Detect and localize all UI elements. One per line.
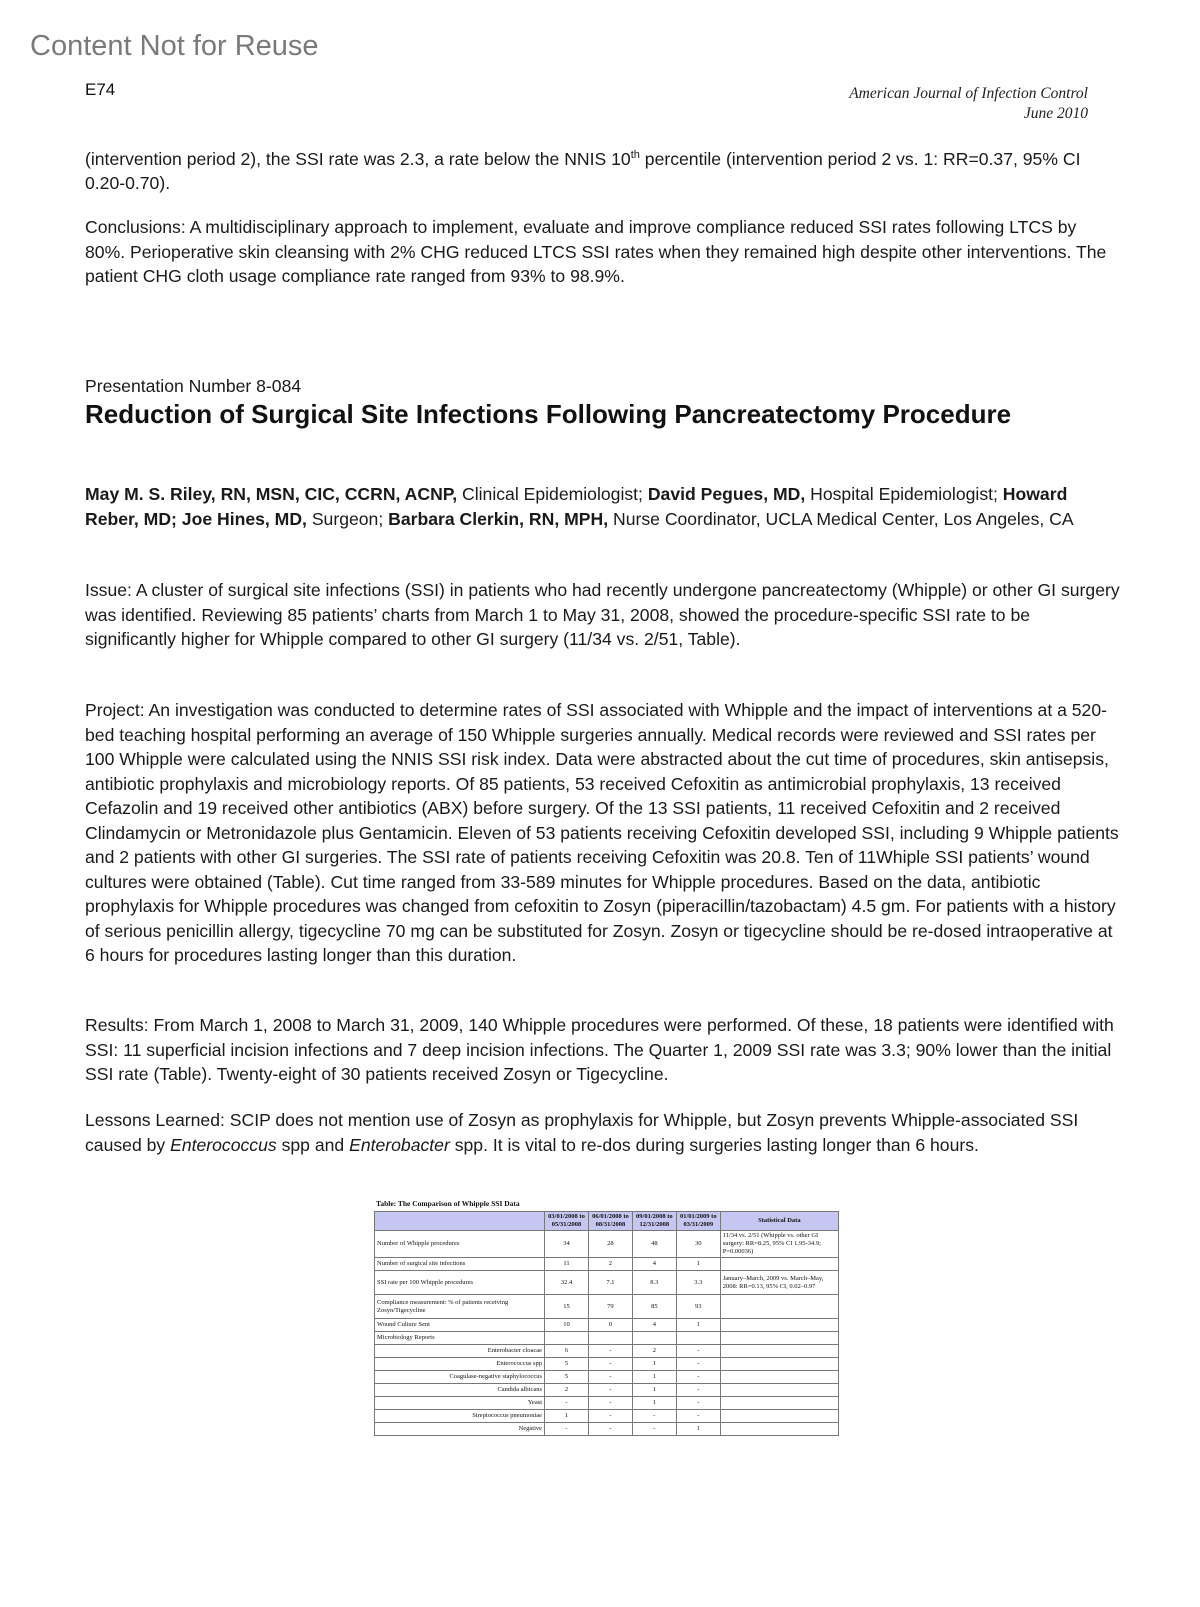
table-cell: -	[676, 1345, 720, 1358]
table-cell-empty	[720, 1384, 838, 1397]
conclusions-text: Conclusions: A multidisciplinary approach to implement, evaluate and improve compliance reduced SSI rates following LTCS by 80%. Perioperative skin cleansing with 2% CHG reduced LTCS SSI rates when they remained high despite other interventions. The patient CHG cloth usage compliance rate ranged from 93% to 98.9%.	[85, 217, 1107, 286]
table-cell: -	[588, 1423, 632, 1436]
table-cell: 1	[632, 1384, 676, 1397]
table-cell: 32.4	[545, 1271, 589, 1295]
author-name: David Pegues, MD,	[647, 484, 806, 504]
row-label: Microbiology Reports	[375, 1332, 545, 1345]
table-cell: 0	[588, 1319, 632, 1332]
lessons-paragraph	[85, 1108, 1120, 1157]
table-cell: 1	[676, 1258, 720, 1271]
table-cell: 93	[676, 1295, 720, 1319]
lessons-text-a: Lessons Learned: SCIP does not mention use of Zosyn as prophylaxis for Whipple, but Zosyn prevents Whipple-associated SSI caused by	[85, 1110, 1079, 1155]
statistical-note-1: 11/34 vs. 2/51 (Whipple vs. other GI surgery: RR=8.25, 95% CI 1.95-34.9; P=0.00036)	[720, 1231, 838, 1258]
table-cell: 2	[588, 1258, 632, 1271]
lessons-organism-2: Enterobacter	[349, 1134, 450, 1155]
table-row	[375, 1319, 839, 1332]
continued-text-b: percentile (intervention period 2 vs. 1: RR=0.37, 95% CI 0.20-0.70).	[85, 148, 1081, 194]
table-cell: -	[676, 1384, 720, 1397]
ssi-table-figure	[374, 1199, 839, 1436]
row-label: Number of surgical site infections	[375, 1258, 545, 1271]
table-row	[375, 1423, 839, 1436]
table-cell	[632, 1332, 676, 1345]
table-cell-empty	[720, 1410, 838, 1423]
journal-name: American Journal of Infection Control	[849, 85, 1088, 102]
table-cell: -	[588, 1410, 632, 1423]
table-cell: 28	[588, 1231, 632, 1258]
table-cell-empty	[720, 1397, 838, 1410]
table-cell: -	[545, 1423, 589, 1436]
row-label: Compliance measurement: % of patients receiving Zosyn/Tigecycline	[375, 1295, 545, 1319]
issue-paragraph	[85, 578, 1120, 652]
table-cell: -	[588, 1384, 632, 1397]
table-row	[375, 1410, 839, 1423]
table-caption: Table: The Comparison of Whipple SSI Data	[376, 1199, 520, 1208]
row-label: Enterococcus spp	[375, 1358, 545, 1371]
table-cell-empty	[720, 1345, 838, 1358]
table-cell: -	[588, 1345, 632, 1358]
table-cell: 2	[545, 1384, 589, 1397]
author-role: Nurse Coordinator, UCLA Medical Center, Los Angeles, CA	[608, 508, 1074, 529]
ssi-comparison-table	[374, 1211, 839, 1436]
table-header-blank	[375, 1212, 545, 1231]
row-label: Wound Culture Sent	[375, 1319, 545, 1332]
author-name: May M. S. Riley, RN, MSN, CIC, CCRN, ACNP,	[85, 484, 458, 504]
table-cell: -	[588, 1371, 632, 1384]
table-cell: 1	[632, 1358, 676, 1371]
table-header-cell: 06/01/2008 to 08/31/2008	[588, 1212, 632, 1231]
table-cell: 85	[632, 1295, 676, 1319]
table-cell-empty	[720, 1423, 838, 1436]
table-header-cell: 09/01/2008 to 12/31/2008	[632, 1212, 676, 1231]
table-cell: 1	[676, 1423, 720, 1436]
table-row	[375, 1332, 839, 1345]
author-name: Barbara Clerkin, RN, MPH,	[388, 508, 609, 529]
table-cell: 1	[676, 1319, 720, 1332]
table-row	[375, 1271, 839, 1295]
author-role: Clinical Epidemiologist;	[457, 484, 648, 504]
table-cell: 34	[545, 1231, 589, 1258]
table-cell: 4	[632, 1319, 676, 1332]
presentation-number: Presentation Number 8-084	[85, 376, 302, 396]
table-cell: -	[588, 1358, 632, 1371]
table-row	[375, 1295, 839, 1319]
table-cell: 1	[545, 1410, 589, 1423]
table-cell: 1	[632, 1371, 676, 1384]
journal-date: June 2010	[1023, 105, 1088, 122]
row-label: Enterobacter cloacae	[375, 1345, 545, 1358]
statistical-note-2: January–March, 2009 vs. March–May, 2008: RR=0.13, 95% CI, 0.02–0.97	[720, 1271, 838, 1295]
table-cell: -	[676, 1410, 720, 1423]
table-header-cell: Statistical Data	[720, 1212, 838, 1231]
table-cell	[676, 1332, 720, 1345]
table-cell: 79	[588, 1295, 632, 1319]
conclusions-paragraph	[85, 215, 1120, 289]
table-cell: 11	[545, 1258, 589, 1271]
table-cell	[588, 1332, 632, 1345]
project-text: Project: An investigation was conducted to determine rates of SSI associated with Whipple and the impact of interventions at a 520-bed teaching hospital performing an average of 150 Whipple surgeries annually. Medical records were reviewed and SSI rates per 100 Whipple were calculated using the NNIS SSI risk index. Data were abstracted about the cut time of procedures, skin antisepsis, antibiotic prophylaxis and microbiology reports. Of 85 patients, 53 received Cefoxitin as antimicrobial prophylaxis, 13 received Cefazolin and 19 received other antibiotics (ABX) before surgery. Of the 13 SSI patients, 11 received Cefoxitin and 2 received Clindamycin or Metronidazole plus Gentamicin. Eleven of 53 patients receiving Cefoxitin developed SSI, including 9 Whipple patients and 2 patients with other GI surgeries. The SSI rate of patients receiving Cefoxitin was 20.8. Ten of 11Whiple SSI patients’ wound cultures were obtained (Table). Cut time ranged from 33-589 minutes for Whipple procedures. Based on the data, antibiotic prophylaxis for Whipple procedures was changed from cefoxitin to Zosyn (piperacillin/tazobactam) 4.5 gm. For patients with a history of serious penicillin allergy, tigecycline 70 mg can be substituted for Zosyn. Zosyn or tigecycline should be re-dosed intraoperative at 6 hours for procedures lasting longer than this duration.	[85, 700, 1119, 965]
lessons-text-c: spp. It is vital to re-dos during surgeries lasting longer than 6 hours.	[449, 1134, 979, 1155]
superscript-th: th	[630, 149, 640, 161]
table-cell-empty	[720, 1332, 838, 1345]
table-cell: -	[632, 1410, 676, 1423]
journal-header	[849, 84, 1088, 124]
table-cell: 15	[545, 1295, 589, 1319]
table-cell: 1	[632, 1397, 676, 1410]
lessons-text-b: spp and	[276, 1134, 350, 1155]
table-cell-empty	[720, 1358, 838, 1371]
table-cell: -	[588, 1397, 632, 1410]
row-label: Negative	[375, 1423, 545, 1436]
table-cell: -	[676, 1371, 720, 1384]
table-row	[375, 1358, 839, 1371]
table-cell: 2	[632, 1345, 676, 1358]
issue-text: Issue: A cluster of surgical site infections (SSI) in patients who had recently undergone pancreatectomy (Whipple) or other GI surgery was identified. Reviewing 85 patients’ charts from March 1 to May 31, 2008, showed the procedure-specific SSI rate to be significantly higher for Whipple compared to other GI surgery (11/34 vs. 2/51, Table).	[85, 580, 1120, 649]
row-label: Coagulase-negative staphylococcus	[375, 1371, 545, 1384]
table-cell-empty	[720, 1295, 838, 1319]
author-role: Surgeon;	[306, 508, 389, 529]
row-label: Yeast	[375, 1397, 545, 1410]
table-row	[375, 1397, 839, 1410]
table-header-cell: 01/01/2009 to 03/31/2009	[676, 1212, 720, 1231]
table-cell: 7.1	[588, 1271, 632, 1295]
table-cell: 5	[545, 1358, 589, 1371]
table-cell: 48	[632, 1231, 676, 1258]
project-paragraph	[85, 698, 1120, 968]
table-cell-empty	[720, 1371, 838, 1384]
abstract-title: Reduction of Surgical Site Infections Following Pancreatectomy Procedure	[85, 399, 1012, 429]
table-cell: -	[676, 1358, 720, 1371]
table-row	[375, 1371, 839, 1384]
row-label: Streptococcus pneumoniae	[375, 1410, 545, 1423]
continued-paragraph-1	[85, 143, 1120, 196]
table-cell-empty	[720, 1258, 838, 1271]
author-name: Howard Reber, MD; Joe Hines, MD,	[85, 484, 1068, 529]
lessons-organism-1: Enterococcus	[170, 1134, 277, 1155]
table-cell: 5	[545, 1371, 589, 1384]
table-header-row	[375, 1212, 839, 1231]
table-cell-empty	[720, 1319, 838, 1332]
table-cell: -	[632, 1423, 676, 1436]
author-role: Hospital Epidemiologist;	[805, 484, 1003, 504]
table-cell: 10	[545, 1319, 589, 1332]
row-label: Number of Whipple procedures	[375, 1231, 545, 1258]
row-label: SSI rate per 100 Whipple procedures	[375, 1271, 545, 1295]
table-row	[375, 1384, 839, 1397]
table-row	[375, 1258, 839, 1271]
table-row	[375, 1231, 839, 1258]
table-cell: -	[545, 1397, 589, 1410]
page-number: E74	[85, 80, 116, 99]
author-list	[85, 482, 1120, 531]
table-row	[375, 1345, 839, 1358]
results-text: Results: From March 1, 2008 to March 31, 2009, 140 Whipple procedures were performed. Of these, 18 patients were identified with SSI: 11 superficial incision infections and 7 deep incision infections. The Quarter 1, 2009 SSI rate was 3.3; 90% lower than the initial SSI rate (Table). Twenty-eight of 30 patients received Zosyn or Tigecycline.	[85, 1015, 1114, 1084]
watermark-text: Content Not for Reuse	[30, 30, 319, 62]
table-cell: -	[676, 1397, 720, 1410]
row-label: Candida albicans	[375, 1384, 545, 1397]
continued-text-a: (intervention period 2), the SSI rate was 2.3, a rate below the NNIS 10	[85, 148, 631, 169]
results-paragraph	[85, 1013, 1120, 1087]
table-cell: 4	[632, 1258, 676, 1271]
table-cell: 30	[676, 1231, 720, 1258]
table-cell: 8.3	[632, 1271, 676, 1295]
table-cell: 3.3	[676, 1271, 720, 1295]
table-cell: 6	[545, 1345, 589, 1358]
table-header-cell: 03/01/2008 to 05/31/2008	[545, 1212, 589, 1231]
table-cell	[545, 1332, 589, 1345]
